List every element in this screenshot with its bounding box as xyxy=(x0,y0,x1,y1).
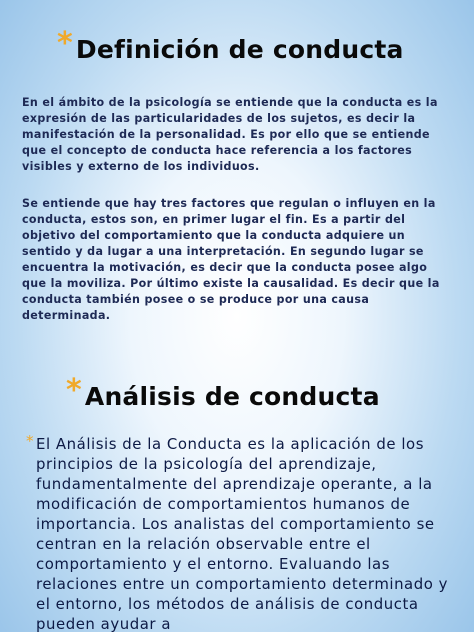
asterisk-bullet-icon: * xyxy=(26,432,35,450)
asterisk-bullet-icon: * xyxy=(66,372,82,408)
bullet-text: El Análisis de la Conducta es la aplicación de los principios de la psicología del aprendizaje, fundamentalmente del aprendizaje operante, a la modificación de comportamientos humanos de importancia. Los analistas del comportamiento se centran en la relación observable entre el comportamiento y el entorno. Evaluando las relaciones entre un comportamiento determinado y el entorno, los métodos de análisis de conducta pueden ayudar a xyxy=(36,435,449,632)
slide-title xyxy=(66,372,380,412)
asterisk-bullet-icon: * xyxy=(57,25,73,61)
slide-title xyxy=(57,25,404,65)
paragraph-definicion: En el ámbito de la psicología se entiende que la conducta es la expresión de las particularidades de los sujetos, es decir la manifestación de la personalidad. Es por ello que se entiende que el concepto de conducta hace referencia a los factores visibles y externo de los individuos. xyxy=(22,96,438,173)
bullet-analisis xyxy=(26,432,456,632)
title-text: Análisis de conducta xyxy=(84,381,380,411)
title-text: Definición de conducta xyxy=(75,34,404,64)
paragraph-factores: Se entiende que hay tres factores que regulan o influyen en la conducta, estos son, en primer lugar el fin. Es a partir del objetivo del comportamiento que la conducta adquiere un sentido y da lugar a una interpretación. En segundo lugar se encuentra la motivación, es decir que la conducta posee algo que la moviliza. Por último existe la causalidad. Es decir que la conducta también posee o se produce por una causa determinada. xyxy=(22,197,440,322)
slide-analisis xyxy=(0,355,474,632)
